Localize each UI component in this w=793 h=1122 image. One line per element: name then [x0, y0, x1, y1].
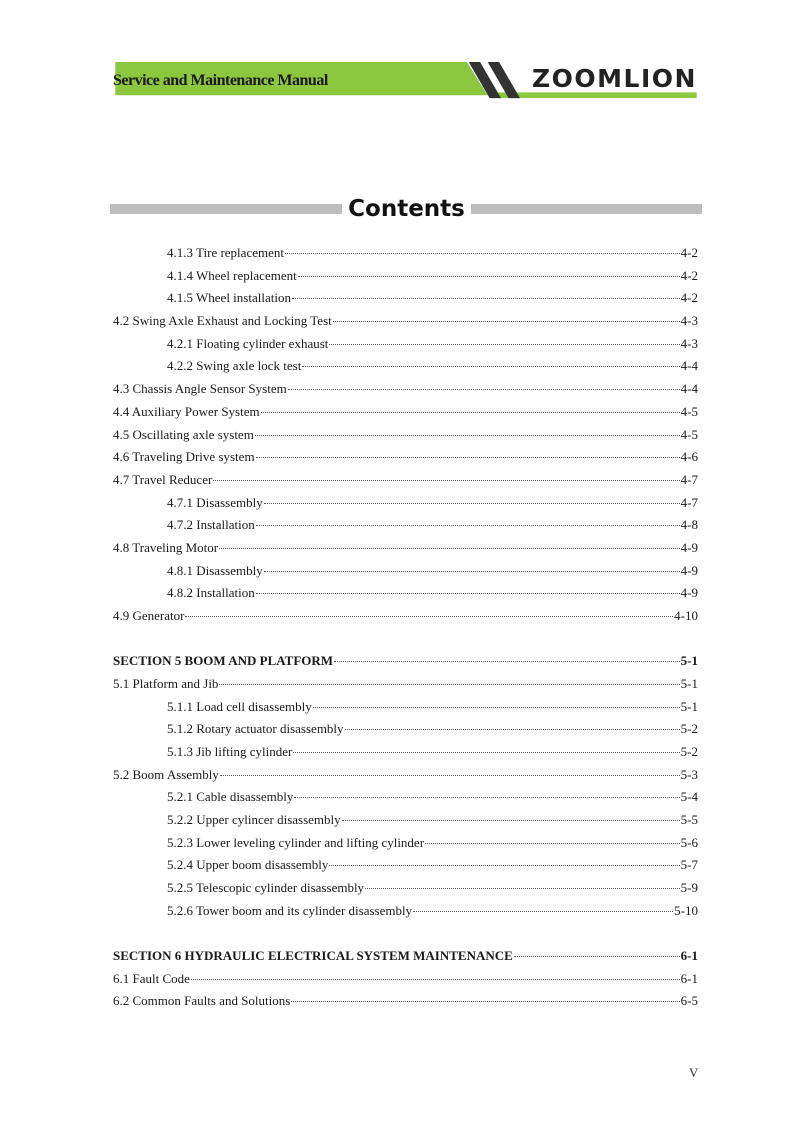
toc-entry-page: 4-2: [680, 245, 698, 260]
toc-leader-dots: [255, 435, 680, 436]
toc-entry[interactable]: [113, 560, 698, 583]
toc-entry-page: 5-5: [680, 812, 698, 827]
toc-entry-page: 5-1: [680, 675, 698, 691]
toc-entry[interactable]: [113, 764, 698, 787]
toc-entry-title: 4.2.2 Swing axle lock test: [167, 358, 302, 374]
toc-entry-title: 4.3 Chassis Angle Sensor System: [113, 381, 287, 397]
toc-entry-page: 4-7: [680, 471, 698, 487]
toc-leader-dots: [292, 298, 680, 299]
toc-entry-title: 5.1.2 Rotary actuator disassembly: [167, 721, 344, 737]
toc-entry-title: 4.2 Swing Axle Exhaust and Locking Test: [113, 313, 332, 329]
toc-leader-dots: [334, 661, 680, 662]
toc-leader-dots: [219, 548, 680, 549]
toc-leader-dots: [261, 412, 680, 413]
toc-leader-dots: [329, 865, 679, 866]
toc-leader-dots: [256, 457, 680, 458]
toc-entry[interactable]: [113, 401, 698, 424]
toc-entry[interactable]: [113, 378, 698, 401]
contents-heading: [110, 195, 702, 225]
toc-leader-dots: [365, 888, 680, 889]
toc-entry-title: 4.6 Traveling Drive system: [113, 449, 255, 465]
toc-entry-page: 4-2: [680, 267, 698, 283]
toc-entry-page: 5-9: [680, 880, 698, 896]
toc-leader-dots: [191, 979, 680, 980]
table-of-contents: [113, 242, 698, 1013]
toc-spacer: [113, 922, 698, 945]
toc-entry-page: 4-7: [680, 494, 698, 510]
toc-entry[interactable]: [113, 696, 698, 719]
toc-entry-title: 4.2.1 Floating cylinder exhaust: [167, 335, 329, 351]
toc-entry-title: SECTION 5 BOOM AND PLATFORM: [113, 653, 334, 669]
toc-leader-dots: [185, 616, 673, 617]
toc-entry-page: 4-4: [680, 358, 698, 374]
brand-logo-text: ZOOMLION: [532, 64, 697, 93]
toc-entry-title: 5.2.1 Cable disassembly: [167, 789, 294, 805]
toc-entry-title: 5.2.3 Lower leveling cylinder and lifting cylinder: [167, 834, 425, 850]
toc-entry-title: 5.2.4 Upper boom disassembly: [167, 857, 329, 873]
toc-entry[interactable]: [113, 673, 698, 696]
toc-entry[interactable]: [113, 333, 698, 356]
toc-entry-title: 5.1.1 Load cell disassembly: [167, 698, 312, 714]
toc-entry[interactable]: [113, 446, 698, 469]
toc-entry-page: 5-2: [680, 721, 698, 737]
toc-leader-dots: [264, 503, 680, 504]
toc-entry-title: 6.1 Fault Code: [113, 970, 190, 986]
toc-entry-page: 5-3: [680, 766, 698, 782]
toc-entry-title: 5.2.2 Upper cylincer disassembly: [167, 812, 341, 827]
toc-leader-dots: [313, 707, 680, 708]
toc-leader-dots: [291, 1001, 679, 1002]
toc-entry[interactable]: [113, 786, 698, 809]
toc-leader-dots: [285, 253, 680, 254]
toc-entry[interactable]: [113, 968, 698, 991]
toc-entry[interactable]: [113, 809, 698, 832]
toc-entry-page: 5-1: [680, 698, 698, 714]
toc-entry[interactable]: [113, 355, 698, 378]
toc-entry-title: 5.1 Platform and Jib: [113, 675, 219, 691]
toc-entry[interactable]: [113, 469, 698, 492]
toc-entry-title: 4.7 Travel Reducer: [113, 471, 213, 487]
toc-entry-title: 5.2.5 Telescopic cylinder disassembly: [167, 880, 365, 896]
toc-entry-title: 4.5 Oscillating axle system: [113, 426, 254, 442]
toc-entry-page: 4-5: [680, 426, 698, 442]
toc-spacer: [113, 628, 698, 651]
toc-entry[interactable]: [113, 900, 698, 923]
manual-title: Service and Maintenance Manual: [113, 72, 328, 89]
toc-entry-title: SECTION 6 HYDRAULIC ELECTRICAL SYSTEM MAINTENANCE: [113, 947, 513, 963]
heading-rule-left: [110, 204, 342, 214]
toc-entry-page: 5-2: [680, 743, 698, 759]
toc-entry[interactable]: [113, 990, 698, 1013]
toc-leader-dots: [298, 276, 680, 277]
toc-leader-dots: [425, 843, 680, 844]
page-header: [100, 62, 712, 102]
toc-entry-title: 5.1.3 Jib lifting cylinder: [167, 743, 293, 759]
toc-leader-dots: [294, 797, 679, 798]
toc-entry-page: 4-10: [674, 608, 698, 623]
toc-leader-dots: [302, 366, 679, 367]
toc-entry-page: 4-9: [680, 562, 698, 578]
toc-entry-page: 4-9: [680, 585, 698, 601]
toc-entry-page: 4-3: [680, 335, 698, 351]
toc-entry-page: 4-2: [680, 290, 698, 306]
toc-section-entry[interactable]: [113, 650, 698, 673]
toc-leader-dots: [329, 344, 679, 345]
toc-leader-dots: [264, 571, 680, 572]
toc-entry-title: 4.8.1 Disassembly: [167, 562, 263, 578]
toc-leader-dots: [293, 752, 679, 753]
toc-entry-title: 4.8.2 Installation: [167, 585, 255, 601]
toc-entry-page: 6-1: [680, 947, 698, 963]
toc-entry[interactable]: [113, 605, 698, 628]
toc-leader-dots: [333, 321, 680, 322]
toc-entry-page: 4-4: [680, 381, 698, 397]
toc-entry-title: 5.2.6 Tower boom and its cylinder disassembly: [167, 902, 413, 918]
toc-entry-page: 4-6: [680, 449, 698, 465]
toc-entry-page: 5-10: [674, 902, 698, 918]
toc-entry-page: 5-6: [680, 834, 698, 850]
toc-entry[interactable]: [113, 854, 698, 877]
toc-entry-page: 6-5: [680, 993, 698, 1009]
contents-title: Contents: [348, 196, 465, 222]
toc-entry[interactable]: [113, 537, 698, 560]
page-number: V: [689, 1065, 699, 1080]
toc-entry[interactable]: [113, 741, 698, 764]
toc-entry-page: 6-1: [680, 970, 698, 986]
toc-entry[interactable]: [113, 832, 698, 855]
toc-entry-title: 4.4 Auxiliary Power System: [113, 403, 260, 419]
toc-entry[interactable]: [113, 242, 698, 265]
toc-section-entry[interactable]: [113, 945, 698, 968]
toc-leader-dots: [514, 956, 680, 957]
toc-entry-title: 4.1.5 Wheel installation: [167, 290, 291, 306]
toc-entry-title: 6.2 Common Faults and Solutions: [113, 993, 291, 1009]
heading-rule-right: [471, 204, 702, 214]
toc-entry-page: 5-1: [680, 653, 698, 669]
toc-leader-dots: [342, 820, 680, 821]
toc-entry-title: 4.8 Traveling Motor: [113, 539, 219, 555]
toc-leader-dots: [256, 593, 680, 594]
toc-entry-page: 4-8: [680, 517, 698, 533]
toc-entry-title: 4.7.2 Installation: [167, 517, 255, 533]
toc-entry[interactable]: [113, 492, 698, 515]
toc-leader-dots: [219, 684, 679, 685]
toc-entry[interactable]: [113, 265, 698, 288]
toc-entry[interactable]: [113, 514, 698, 537]
toc-entry[interactable]: [113, 582, 698, 605]
toc-entry-title: 4.9 Generator: [113, 608, 185, 623]
toc-entry[interactable]: [113, 877, 698, 900]
toc-leader-dots: [220, 775, 680, 776]
toc-entry-page: 5-4: [680, 789, 698, 805]
toc-entry[interactable]: [113, 287, 698, 310]
toc-entry-page: 4-3: [680, 313, 698, 329]
toc-entry-title: 4.1.4 Wheel replacement: [167, 267, 297, 283]
toc-entry[interactable]: [113, 310, 698, 333]
toc-entry[interactable]: [113, 424, 698, 447]
toc-entry-page: 4-5: [680, 403, 698, 419]
toc-leader-dots: [213, 480, 679, 481]
toc-entry-page: 5-7: [680, 857, 698, 873]
toc-entry-title: 4.7.1 Disassembly: [167, 494, 263, 510]
toc-leader-dots: [288, 389, 680, 390]
toc-entry-title: 5.2 Boom Assembly: [113, 766, 219, 782]
toc-entry-page: 4-9: [680, 539, 698, 555]
toc-entry[interactable]: [113, 718, 698, 741]
toc-entry-title: 4.1.3 Tire replacement: [167, 245, 284, 260]
toc-leader-dots: [413, 911, 673, 912]
toc-leader-dots: [256, 525, 680, 526]
toc-leader-dots: [345, 729, 680, 730]
